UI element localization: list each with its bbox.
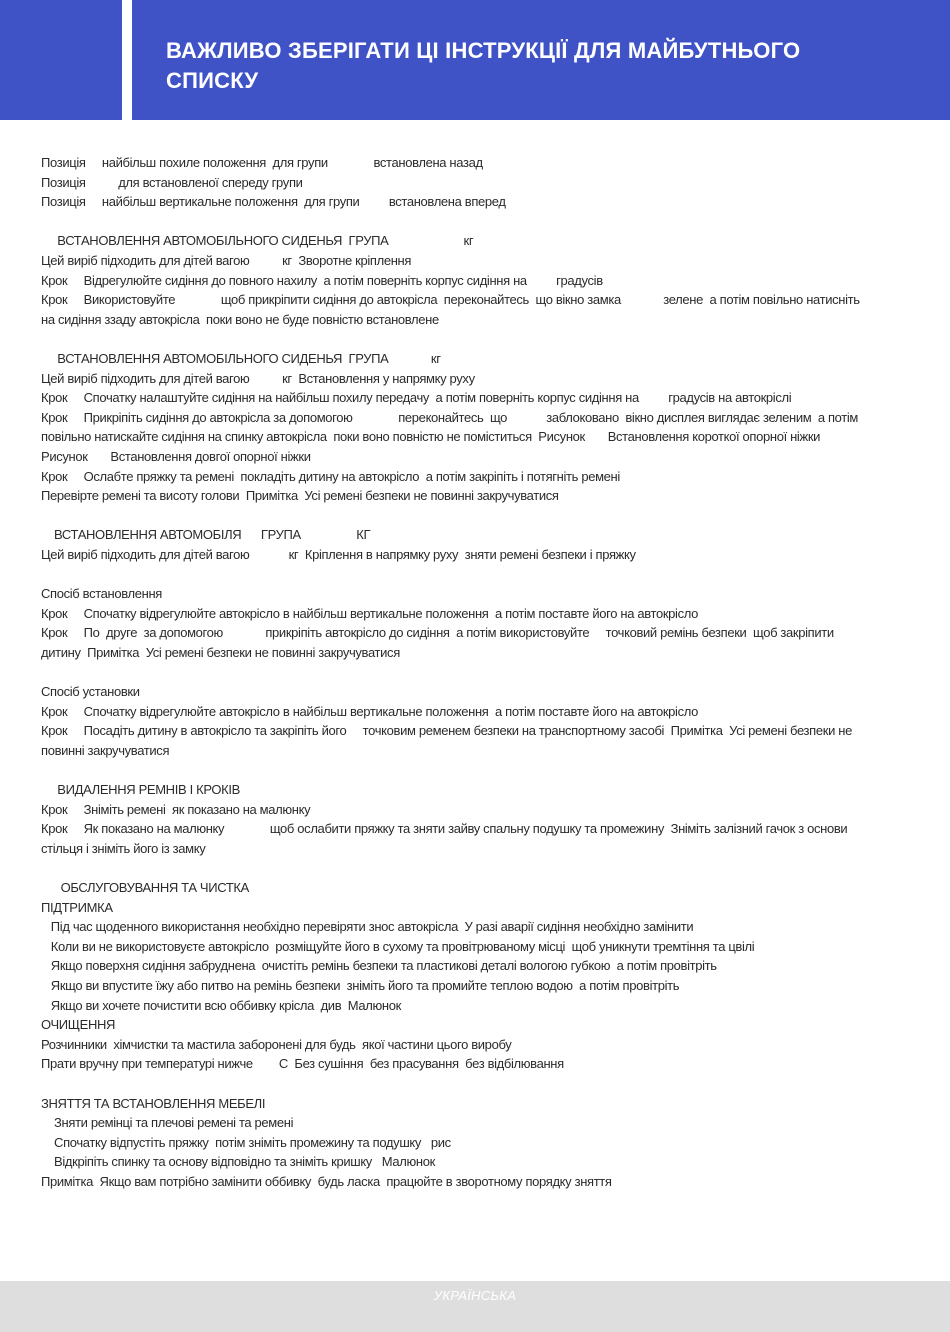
text-line: Позиція найбільш похиле положення для групи встановлена назад (41, 155, 483, 170)
text-line: Крок Як показано на малюнку щоб ослабити пряжку та зняти зайву спальну подушку та промежину Зніміть залізний гачок з основи (41, 821, 848, 837)
text-line: Зняти ремінці та плечові ремені та ремені (41, 1115, 294, 1131)
page-title: ВАЖЛИВО ЗБЕРІГАТИ ЦІ ІНСТРУКЦІЇ ДЛЯ МАЙБУТНЬОГО СПИСКУ (166, 38, 801, 93)
text-line: Примітка Якщо вам потрібно замінити оббивку будь ласка працюйте в зворотному порядку зняття (41, 1173, 612, 1189)
text-line: Спосіб установки (41, 684, 140, 700)
paragraph-gap (41, 662, 891, 682)
paragraph-gap (41, 212, 891, 232)
text-line: Позиція для встановленої спереду групи (41, 174, 303, 190)
instructions-body (41, 153, 891, 1191)
text-line: Крок По друге за допомогою прикріпіть автокрісло до сидіння а потім використовуйте точковий ремінь безпеки щоб закріпити (41, 625, 834, 641)
text-line: Перевірте ремені та висоту голови Примітка Усі ремені безпеки не повинні закручуватися (41, 488, 559, 504)
paragraph-gap (41, 506, 891, 526)
paragraph-gap (41, 760, 891, 780)
text-line: ВИДАЛЕННЯ РЕМНІВ І КРОКІВ (41, 782, 240, 797)
text-line: Якщо ви впустите їжу або питво на ремінь безпеки зніміть його та промийте теплою водою а потім провітріть (41, 977, 680, 993)
text-line: ВСТАНОВЛЕННЯ АВТОМОБІЛЬНОГО СИДЕНЬЯ ГРУПА кг (41, 350, 441, 366)
footer-language-label: УКРАЇНСЬКА (433, 1288, 517, 1303)
page-footer (0, 1281, 950, 1332)
text-line: Коли ви не використовуєте автокрісло розміщуйте його в сухому та провітрюваному місці щоб уникнути тремтіння та цвілі (41, 938, 755, 954)
text-line: стільця і зніміть його із замку (41, 840, 206, 856)
text-line: ВСТАНОВЛЕННЯ АВТОМОБІЛЬНОГО СИДЕНЬЯ ГРУПА кг (41, 233, 474, 249)
text-line: Спосіб встановлення (41, 586, 162, 602)
text-line: Прати вручну при температурі нижче С Без сушіння без прасування без відбілювання (41, 1056, 564, 1072)
text-line: Крок Спочатку налаштуйте сидіння на найбільш похилу передачу а потім поверніть корпус сидіння на градусів на автокріслі (41, 390, 792, 406)
text-line: Спочатку відпустіть пряжку потім зніміть промежину та подушку рис (41, 1134, 451, 1150)
text-line: Крок Відрегулюйте сидіння до повного нахилу а потім поверніть корпус сидіння на градусів (41, 272, 603, 288)
text-line: Крок Використовуйте щоб прикріпити сидіння до автокрісла переконайтесь що вікно замка зелене а потім повільно натисніть (41, 292, 860, 308)
text-line: ОЧИЩЕННЯ (41, 1017, 116, 1033)
text-line: повільно натискайте сидіння на спинку автокрісла поки воно повністю не поміститься Рисунок Встановлення короткої опорної ніжки (41, 429, 821, 445)
text-line: Розчинники хімчистки та мастила заборонені для будь якої частини цього виробу (41, 1036, 512, 1052)
text-line: Крок Спочатку відрегулюйте автокрісло в найбільш вертикальне положення а потім поставте його на автокрісло (41, 605, 698, 621)
text-line: повинні закручуватися (41, 742, 170, 758)
text-line: Під час щоденного використання необхідно перевіряти знос автокрісла У разі аварії сидіння необхідно замінити (41, 919, 694, 935)
paragraph-gap (41, 329, 891, 349)
paragraph-gap (41, 858, 891, 878)
paragraph-gap (41, 1074, 891, 1094)
text-line: Відкріпіть спинку та основу відповідно та зніміть кришку Малюнок (41, 1154, 435, 1170)
page-header (0, 0, 950, 120)
text-line: Крок Ослабте пряжку та ремені покладіть дитину на автокрісло а потім закріпіть і потягніть ремені (41, 468, 620, 484)
paragraph-gap (41, 564, 891, 584)
text-line: Рисунок Встановлення довгої опорної ніжки (41, 448, 311, 464)
text-line: Якщо ви хочете почистити всю оббивку крісла див Малюнок (41, 997, 401, 1013)
text-line: ВСТАНОВЛЕННЯ АВТОМОБІЛЯ ГРУПА КГ (41, 527, 371, 543)
text-line: Крок Прикріпіть сидіння до автокрісла за допомогою переконайтесь що заблоковано вікно дисплея виглядає зеленим а потім (41, 409, 859, 425)
text-line: ЗНЯТТЯ ТА ВСТАНОВЛЕННЯ МЕБЕЛІ (41, 1095, 266, 1111)
text-line: ПІДТРИМКА (41, 899, 113, 915)
text-line: Цей виріб підходить для дітей вагою кг Встановлення у напрямку руху (41, 370, 475, 386)
text-line: Цей виріб підходить для дітей вагою кг Зворотне кріплення (41, 252, 412, 268)
text-line: ОБСЛУГОВУВАННЯ ТА ЧИСТКА (41, 879, 249, 895)
text-line: дитину Примітка Усі ремені безпеки не повинні закручуватися (41, 644, 400, 660)
text-line: Крок Спочатку відрегулюйте автокрісло в найбільш вертикальне положення а потім поставте його на автокрісло (41, 703, 698, 719)
text-line: Крок Посадіть дитину в автокрісло та закріпіть його точковим ременем безпеки на транспортному засобі Примітка Усі ремені безпеки не (41, 723, 852, 739)
header-left-block (0, 0, 122, 120)
text-line: Крок Зніміть ремені як показано на малюнку (41, 801, 311, 817)
text-line: Позиція найбільш вертикальне положення для групи встановлена вперед (41, 194, 506, 210)
text-line: Цей виріб підходить для дітей вагою кг Кріплення в напрямку руху зняти ремені безпеки і пряжку (41, 546, 636, 562)
text-line: на сидіння ззаду автокрісла поки воно не буде повністю встановлене (41, 311, 439, 327)
text-line: Якщо поверхня сидіння забруднена очистіть ремінь безпеки та пластикові деталі вологою губкою а потім провітріть (41, 958, 717, 974)
